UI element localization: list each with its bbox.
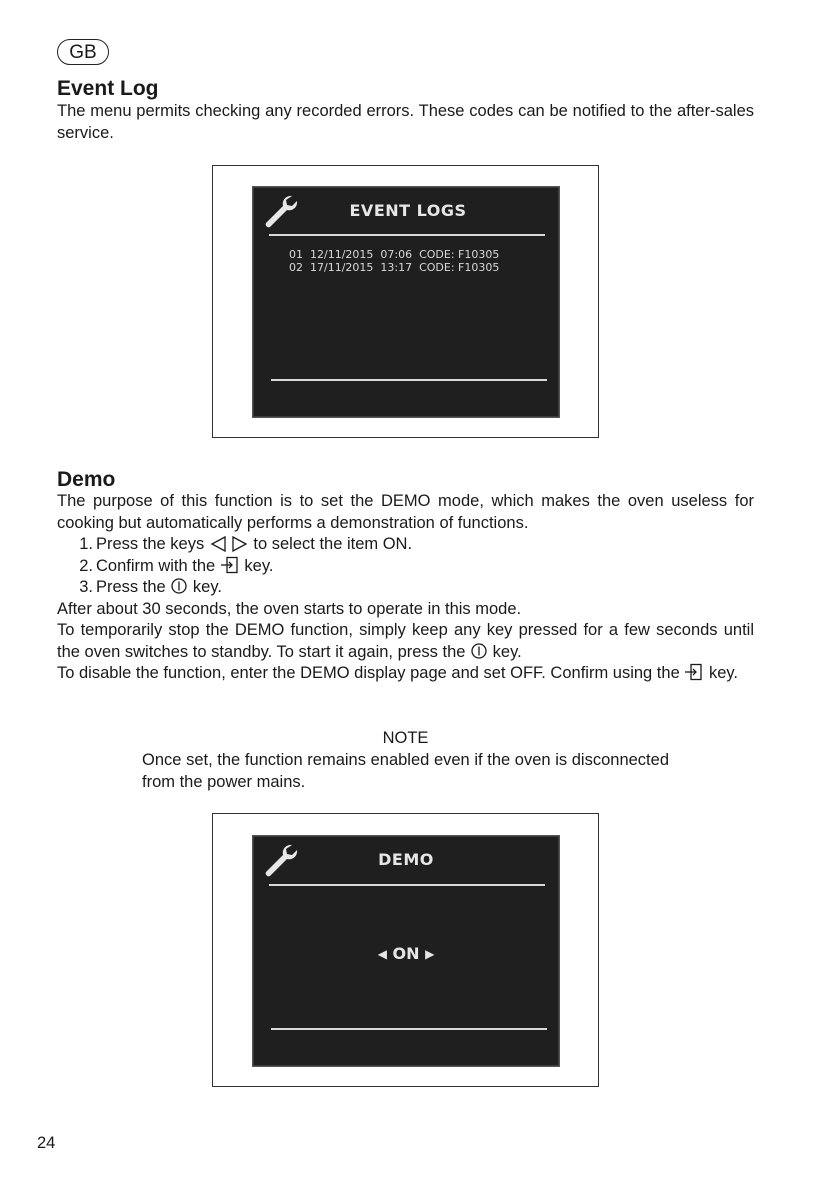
step-text: to select the item ON. xyxy=(253,535,413,553)
demo-stop-text: key. xyxy=(492,642,522,661)
step-text: key. xyxy=(192,578,222,596)
demo-after: After about 30 seconds, the oven starts to operate in this mode. xyxy=(57,599,522,618)
language-badge: GB xyxy=(57,39,109,65)
demo-figure xyxy=(212,813,599,1087)
demo-stop-text: To temporarily stop the DEMO function, simply keep any key pressed for a few seconds until the oven switches to standby. To start it again, press the xyxy=(57,621,754,661)
demo-step xyxy=(57,577,754,599)
screen-top-divider xyxy=(269,884,545,886)
demo-value-selector xyxy=(252,944,560,963)
event-log-heading: Event Log xyxy=(57,77,159,100)
demo-disable-text: To disable the function, enter the DEMO display page and set OFF. Confirm using the xyxy=(57,664,680,682)
note-text: Once set, the function remains enabled even if the oven is disconnected from the power mains. xyxy=(142,751,669,791)
demo-heading: Demo xyxy=(57,468,116,491)
confirm-key-icon xyxy=(684,663,704,681)
step-number: 1. xyxy=(79,535,93,553)
event-log-entry: 01 12/11/2015 07:06 CODE: F10305 xyxy=(289,248,500,261)
event-log-entry: 02 17/11/2015 13:17 CODE: F10305 xyxy=(289,261,500,274)
step-number: 2. xyxy=(79,556,93,575)
demo-intro: The purpose of this function is to set the DEMO mode, which makes the oven useless for cooking but automatically performs a demonstration of functions. xyxy=(57,492,754,532)
left-right-arrow-keys-icon xyxy=(209,536,249,552)
step-text: Press the xyxy=(96,578,166,596)
event-log-figure xyxy=(212,165,599,438)
event-log-screen-title: EVENT LOGS xyxy=(349,201,467,220)
note-heading: NOTE xyxy=(382,729,429,747)
step-text: Press the keys xyxy=(96,535,205,553)
right-arrow-icon: ▶ xyxy=(425,947,435,961)
power-key-icon xyxy=(470,642,488,660)
demo-value: ON xyxy=(392,944,420,963)
screen-bottom-divider xyxy=(271,1028,547,1030)
demo-body xyxy=(57,491,754,685)
left-arrow-icon: ◀ xyxy=(377,947,387,961)
demo-step xyxy=(57,534,754,556)
demo-stop xyxy=(57,620,754,663)
step-number: 3. xyxy=(79,578,93,596)
demo-step xyxy=(57,556,754,578)
screen-bottom-divider xyxy=(271,379,547,381)
screen-top-divider xyxy=(269,234,545,236)
demo-disable xyxy=(57,663,754,685)
demo-screen-title: DEMO xyxy=(378,850,434,869)
step-text: key. xyxy=(244,556,274,575)
power-key-icon xyxy=(170,577,188,595)
confirm-key-icon xyxy=(220,556,240,574)
demo-screen xyxy=(252,835,560,1067)
step-text: Confirm with the xyxy=(96,556,216,575)
event-log-screen xyxy=(252,186,560,418)
demo-disable-text: key. xyxy=(708,664,738,682)
page-number: 24 xyxy=(37,1134,56,1152)
demo-steps xyxy=(57,534,754,599)
event-log-text: The menu permits checking any recorded errors. These codes can be notified to the after-sales service. xyxy=(57,102,754,142)
